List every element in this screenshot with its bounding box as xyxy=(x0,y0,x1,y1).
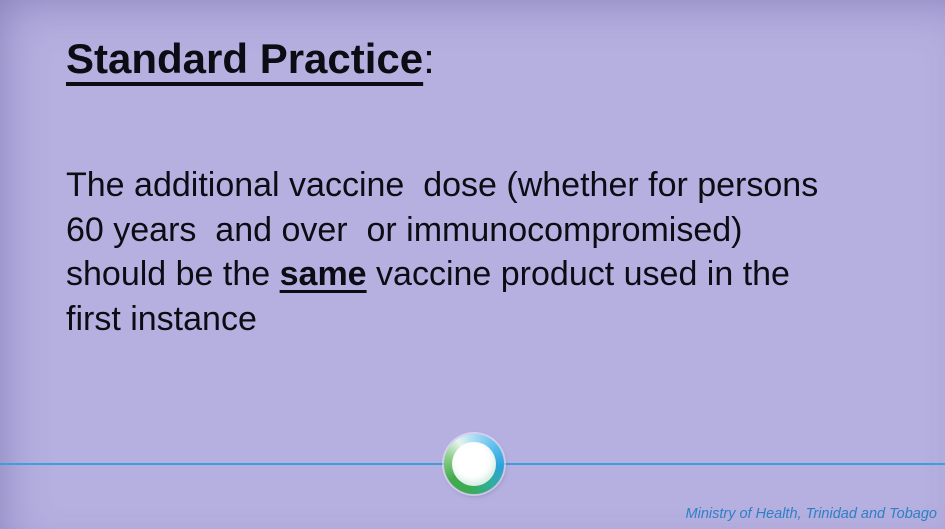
body-line-4-text: first instance xyxy=(66,299,257,338)
body-line-1-text: The additional vaccine dose (whether for persons xyxy=(66,166,819,204)
body-line-3-pre: should be the xyxy=(66,255,280,293)
footer-credit: Ministry of Health, Trinidad and Tobago xyxy=(685,506,937,522)
ring-logo-icon xyxy=(444,434,504,494)
body-line-1 xyxy=(66,163,818,208)
body-line-3-post: vaccine product used in the xyxy=(366,255,790,293)
page-title xyxy=(66,34,435,84)
body-line-2-text: 60 years and over or immunocompromised) xyxy=(66,210,743,249)
title-colon: : xyxy=(423,35,435,82)
ring-logo-center xyxy=(452,442,496,486)
body-text xyxy=(66,163,818,341)
title-text: Standard Practice xyxy=(66,35,424,82)
body-line-3 xyxy=(66,252,818,297)
body-line-4 xyxy=(66,297,818,342)
body-line-3-emphasis: same xyxy=(279,255,367,293)
body-line-2 xyxy=(66,208,818,253)
